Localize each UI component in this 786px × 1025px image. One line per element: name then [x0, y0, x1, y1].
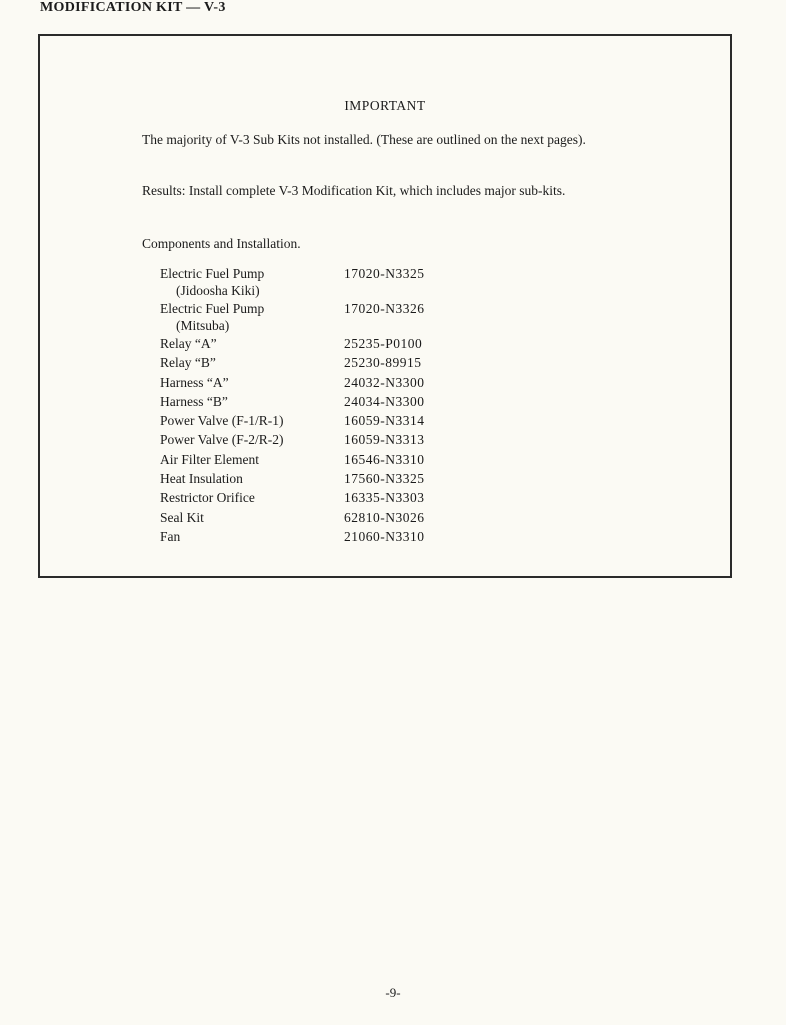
page-number: -9- — [385, 985, 401, 1000]
component-part-number: 17020-N3326 — [344, 301, 425, 316]
component-name: Seal Kit — [160, 509, 204, 525]
component-row — [160, 450, 520, 469]
component-row — [160, 430, 520, 449]
component-name: Harness “B” — [160, 393, 228, 409]
component-row — [160, 299, 520, 334]
component-name: Restrictor Orifice — [160, 490, 255, 506]
component-row — [160, 264, 520, 299]
component-part-number: 24032-N3300 — [344, 374, 425, 390]
component-name: Fan — [160, 528, 181, 544]
component-part-number: 25235-P0100 — [344, 336, 423, 351]
component-row — [160, 334, 520, 353]
component-name: Harness “A” — [160, 374, 229, 390]
component-row — [160, 508, 520, 527]
component-part-number: 16546-N3310 — [344, 451, 425, 467]
component-part-number: 16059-N3314 — [344, 413, 425, 429]
component-row — [160, 411, 520, 430]
component-name: Power Valve (F-1/R-1) — [160, 413, 284, 429]
component-name: Relay “B” — [160, 355, 216, 371]
page-header-title: MODIFICATION KIT — V-3 — [40, 0, 226, 15]
notice-paragraph-majority: The majority of V-3 Sub Kits not installed. (These are outlined on the next pages). — [142, 132, 586, 147]
component-subname: (Jidoosha Kiki) — [176, 283, 260, 298]
component-row — [160, 488, 520, 507]
components-heading: Components and Installation. — [142, 236, 301, 251]
component-subname: (Mitsuba) — [176, 318, 230, 333]
component-part-number: 24034-N3300 — [344, 393, 425, 409]
component-part-number: 21060-N3310 — [344, 528, 425, 544]
component-name: Electric Fuel Pump — [160, 301, 265, 316]
component-part-number: 17560-N3325 — [344, 471, 425, 487]
important-notice-box — [38, 34, 732, 578]
component-row — [160, 353, 520, 372]
component-name: Heat Insulation — [160, 471, 243, 487]
component-part-number: 25230-89915 — [344, 355, 422, 371]
component-row — [160, 392, 520, 411]
notice-heading: IMPORTANT — [344, 98, 426, 113]
component-part-number: 16335-N3303 — [344, 490, 425, 506]
component-name: Air Filter Element — [160, 451, 259, 467]
component-name: Electric Fuel Pump — [160, 266, 265, 281]
component-part-number: 62810-N3026 — [344, 509, 425, 525]
notice-paragraph-results: Results: Install complete V-3 Modification Kit, which includes major sub-kits. — [142, 183, 566, 198]
components-list — [160, 264, 520, 546]
component-name: Power Valve (F-2/R-2) — [160, 432, 284, 448]
component-part-number: 16059-N3313 — [344, 432, 425, 448]
component-row — [160, 469, 520, 488]
component-row — [160, 373, 520, 392]
component-name: Relay “A” — [160, 336, 217, 351]
component-row — [160, 527, 520, 546]
component-part-number: 17020-N3325 — [344, 266, 425, 281]
